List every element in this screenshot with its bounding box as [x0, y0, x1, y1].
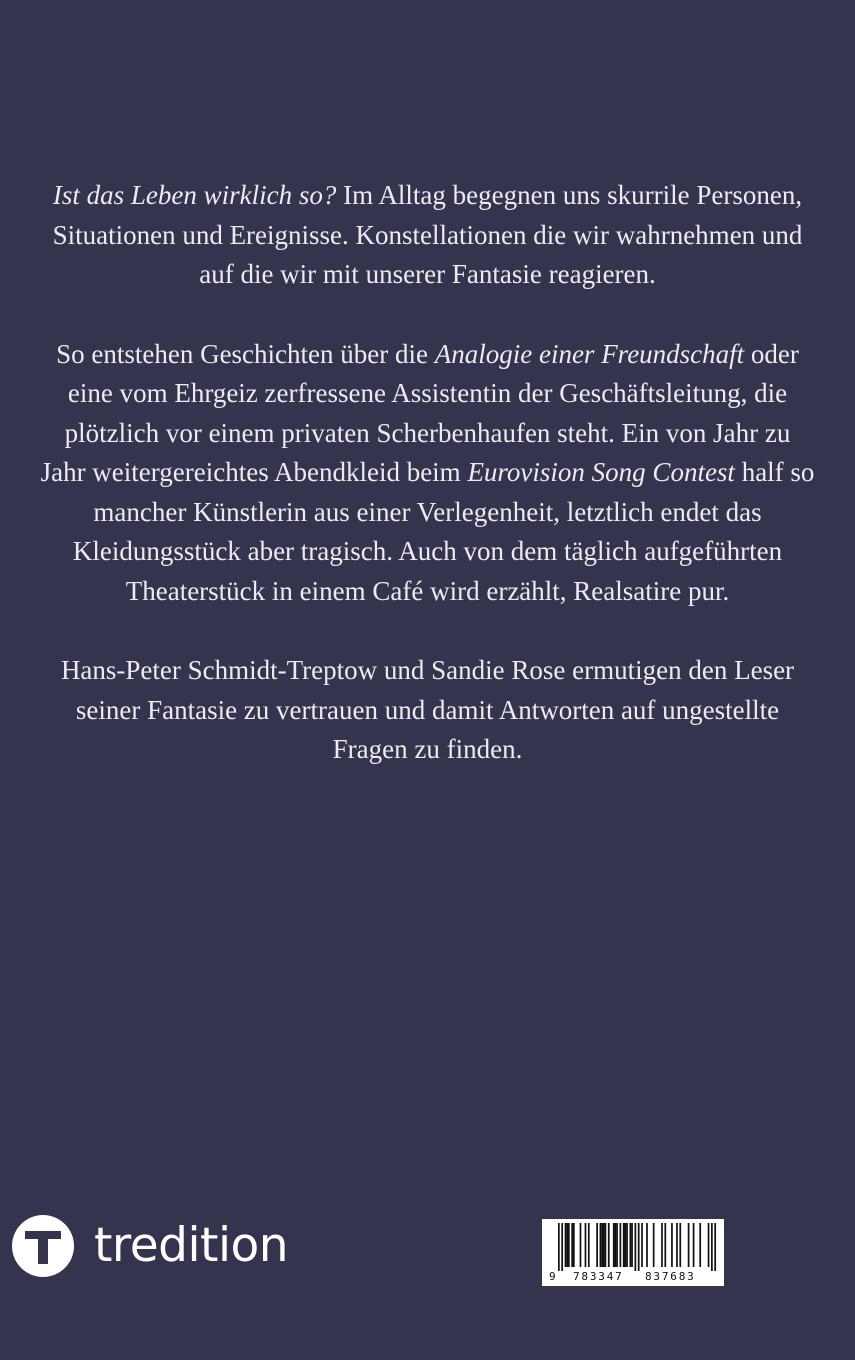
barcode-bar: [688, 1223, 690, 1267]
blurb-paragraph-3: Hans-Peter Schmidt-Treptow und Sandie Rose ermutigen den Leser seiner Fantasie zu vertrauen und damit Antworten auf ungestellte Fragen zu finden.: [60, 655, 795, 764]
barcode-digits: [548, 1270, 718, 1284]
barcode-bar: [646, 1223, 648, 1267]
barcode-digits-right: 837683: [645, 1270, 696, 1283]
barcode-bar: [561, 1223, 563, 1271]
barcode-bar: [605, 1223, 607, 1267]
barcode-bars: [548, 1223, 718, 1271]
barcode-bar: [653, 1223, 655, 1267]
publisher-name: tredition: [94, 1218, 289, 1273]
blurb-paragraph-1: [40, 176, 815, 295]
barcode-bar: [600, 1223, 602, 1267]
barcode-bar: [601, 1223, 603, 1267]
barcode-bar: [616, 1223, 618, 1267]
barcode-bar: [620, 1223, 622, 1267]
barcode-bar: [693, 1223, 695, 1267]
blurb-paragraph-1-text: Im Alltag begegnen uns skurrile Personen, Situationen und Ereignisse. Konstellationen die wir wahrnehmen und auf die wir mit unserer Fantasie reagieren.: [52, 180, 803, 289]
barcode-bar: [588, 1223, 590, 1267]
barcode-bar: [571, 1223, 573, 1267]
blurb-paragraph-2-text-a: So entstehen Geschichten über die: [56, 338, 435, 369]
barcode-bar: [671, 1223, 673, 1267]
barcode-bar: [573, 1223, 575, 1267]
barcode-bar: [676, 1223, 678, 1267]
barcode-bar: [708, 1223, 710, 1267]
barcode-bar: [608, 1223, 610, 1267]
barcode-bar: [615, 1223, 617, 1267]
story-title-analogie: Analogie einer Freundschaft: [434, 338, 745, 369]
barcode-bar: [613, 1223, 615, 1267]
barcode-bar: [641, 1223, 643, 1267]
barcode-bar: [679, 1223, 681, 1267]
barcode-bar: [623, 1223, 625, 1267]
isbn-barcode: [542, 1219, 724, 1286]
barcode-bar: [580, 1223, 582, 1267]
publisher-brand: [12, 1215, 288, 1277]
barcode-bar: [568, 1223, 570, 1267]
barcode-bar: [603, 1223, 605, 1267]
barcode-bar: [565, 1223, 567, 1267]
barcode-bar: [631, 1223, 633, 1267]
barcode-bar: [638, 1223, 640, 1271]
event-title-eurovision: Eurovision Song Contest: [467, 457, 735, 487]
barcode-bar: [711, 1223, 713, 1271]
blurb-paragraph-2-text-c: half so mancher Künstlerin aus einer Verlegenheit, letztlich endet das Kleidungsstück aber tragisch. Auch von dem täglich aufgeführten Theaterstück in einem Café wird erzählt, Realsatire pur.: [72, 457, 815, 606]
barcode-bar: [630, 1223, 632, 1267]
barcode-bar: [585, 1223, 587, 1267]
blurb-paragraph-2: [40, 335, 815, 612]
barcode-bar: [661, 1223, 663, 1267]
barcode-bar: [664, 1223, 666, 1267]
barcode-bar: [714, 1223, 716, 1271]
barcode-bar: [596, 1223, 598, 1267]
barcode-bar: [625, 1223, 627, 1267]
barcode-digit-first: 9: [549, 1270, 556, 1283]
tredition-t-logo-icon: [12, 1215, 74, 1277]
barcode-bar: [566, 1223, 568, 1267]
blurb-lead-question: Ist das Leben wirklich so?: [52, 180, 337, 210]
barcode-bar: [626, 1223, 628, 1267]
barcode-bar: [558, 1223, 560, 1271]
blurb-paragraph-2-text-b: oder eine vom Ehrgeiz zerfressene Assistentin der Geschäftsleitung, die plötzlich vor einem privaten Scherbenhaufen steht. Ein von Jahr zu Jahr weitergereichtes Abendkleid beim: [40, 338, 799, 487]
back-cover-blurb: [40, 176, 815, 770]
barcode-digits-left: 783347: [573, 1270, 624, 1283]
barcode-bar: [635, 1223, 637, 1271]
barcode-bar: [699, 1223, 701, 1267]
